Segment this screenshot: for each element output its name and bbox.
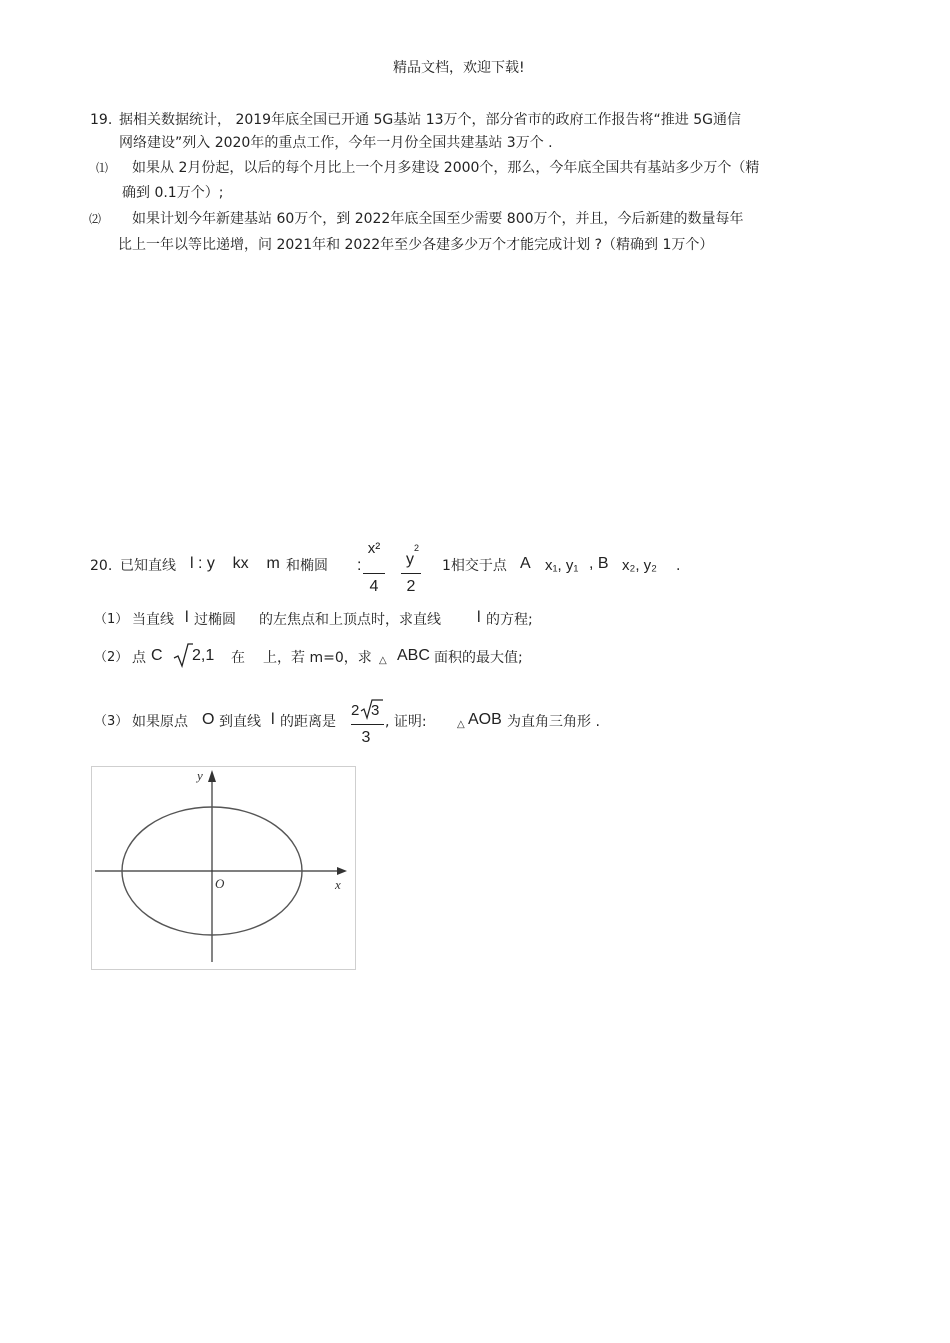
q20-equals-one-intersects: 1相交于点 — [442, 558, 507, 574]
q20-point-a: A — [520, 555, 531, 572]
y-axis-label: y — [197, 768, 203, 783]
q20-part3-denominator: 3 — [361, 729, 371, 746]
origin-label: O — [215, 876, 225, 891]
q20-part2-point-c: C — [151, 647, 163, 664]
q19-part1-marker: ⑴ — [96, 161, 109, 175]
q20-part3-marker: （3） — [94, 714, 129, 729]
q20-part1-l2: l — [477, 609, 481, 626]
q20-part2-sqrt-sign — [173, 642, 193, 668]
q20-and-ellipse: 和椭圆 — [286, 558, 328, 574]
q20-part1-text-c: 的左焦点和上顶点时，求直线 — [259, 612, 441, 628]
q20-part2-text-a: 点 — [132, 650, 146, 666]
q20-y-denominator: 2 — [406, 578, 416, 595]
figure-frame — [92, 767, 356, 970]
q20-part1-text-d: 的方程; — [486, 612, 533, 628]
q20-period: . — [676, 558, 681, 574]
q19-stem-line1: 据相关数据统计， 2019年底全国已开通 5G基站 13万个，部分省市的政府工作报告将“推进 5G通信 — [119, 112, 742, 128]
q20-part2-sqrt-arg: 2,1 — [192, 647, 215, 664]
q20-part3-aob: AOB — [468, 711, 502, 728]
q20-part2-marker: （2） — [94, 650, 129, 665]
q20-part2-text-b: 在 — [231, 650, 245, 666]
q20-number: 20. — [90, 558, 113, 574]
q20-part3-triangle-symbol: △ — [457, 719, 465, 730]
q19-part2-marker: ⑵ — [89, 212, 102, 226]
q20-part2-abc: ABC — [397, 647, 430, 664]
ellipse-figure-svg — [91, 766, 356, 970]
q20-part3-text-e: 为直角三角形 . — [507, 714, 600, 730]
q19-number: 19. — [90, 112, 113, 128]
page-header: 精品文档，欢迎下载! — [393, 60, 525, 76]
q20-y-fraction-bar — [401, 573, 421, 574]
x-axis-label: x — [335, 877, 341, 892]
q20-intro: 已知直线 — [120, 558, 176, 574]
ellipse-figure — [91, 766, 356, 970]
q20-x-denominator: 4 — [369, 578, 379, 595]
q20-point-a-coords: x₁, y₁ — [545, 557, 579, 574]
q19-stem-line2: 网络建设”列入 2020年的重点工作，今年一月份全国共建基站 3万个 . — [119, 135, 553, 151]
q20-line-expression: l : y kx m — [190, 555, 280, 572]
q20-part3-text-a: 如果原点 — [132, 714, 188, 730]
q20-part3-numerator-3: 3 — [371, 702, 380, 719]
q20-colon: : — [357, 557, 362, 574]
q19-part1-line1: 如果从 2月份起，以后的每个月比上一个月多建设 2000个，那么，今年底全国共有基站多少万个（精 — [132, 160, 760, 176]
q20-part1-l: l — [185, 609, 189, 626]
q20-part3-numerator-2: 2 — [351, 702, 360, 719]
q20-part1-marker: （1） — [94, 612, 129, 627]
q20-part2-text-c: 上，若 m=0，求 — [263, 650, 372, 666]
q20-part3-text-c: 的距离是 — [280, 714, 336, 730]
q20-part3-fraction-bar — [351, 724, 384, 725]
q20-part1-text-a: 当直线 — [132, 612, 174, 628]
q20-part3-origin-o: O — [202, 711, 215, 728]
q20-point-b: , B — [589, 555, 609, 572]
q20-part2-triangle-symbol: △ — [379, 655, 387, 666]
q20-y-superscript: 2 — [414, 543, 420, 553]
q20-point-b-coords: x₂, y₂ — [622, 557, 657, 574]
q20-part1-text-b: 过椭圆 — [194, 612, 236, 628]
q19-part2-line1: 如果计划今年新建基站 60万个，到 2022年底全国至少需要 800万个，并且，今后新建的数量每年 — [132, 211, 744, 227]
q19-part1-line2: 确到 0.1万个）; — [122, 185, 224, 201]
q20-part3-text-b: 到直线 — [219, 714, 261, 730]
q20-part3-text-d: , 证明: — [385, 714, 427, 730]
q20-x-fraction-bar — [363, 573, 385, 574]
q20-x-numerator: x² — [367, 540, 381, 557]
q20-y-numerator: y — [406, 551, 414, 568]
q19-part2-line2: 比上一年以等比递增，问 2021年和 2022年至少各建多少万个才能完成计划 ?（精确到 1万个） — [118, 237, 714, 253]
q20-part2-text-d: 面积的最大值; — [434, 650, 523, 666]
q20-part3-l: l — [271, 711, 275, 728]
